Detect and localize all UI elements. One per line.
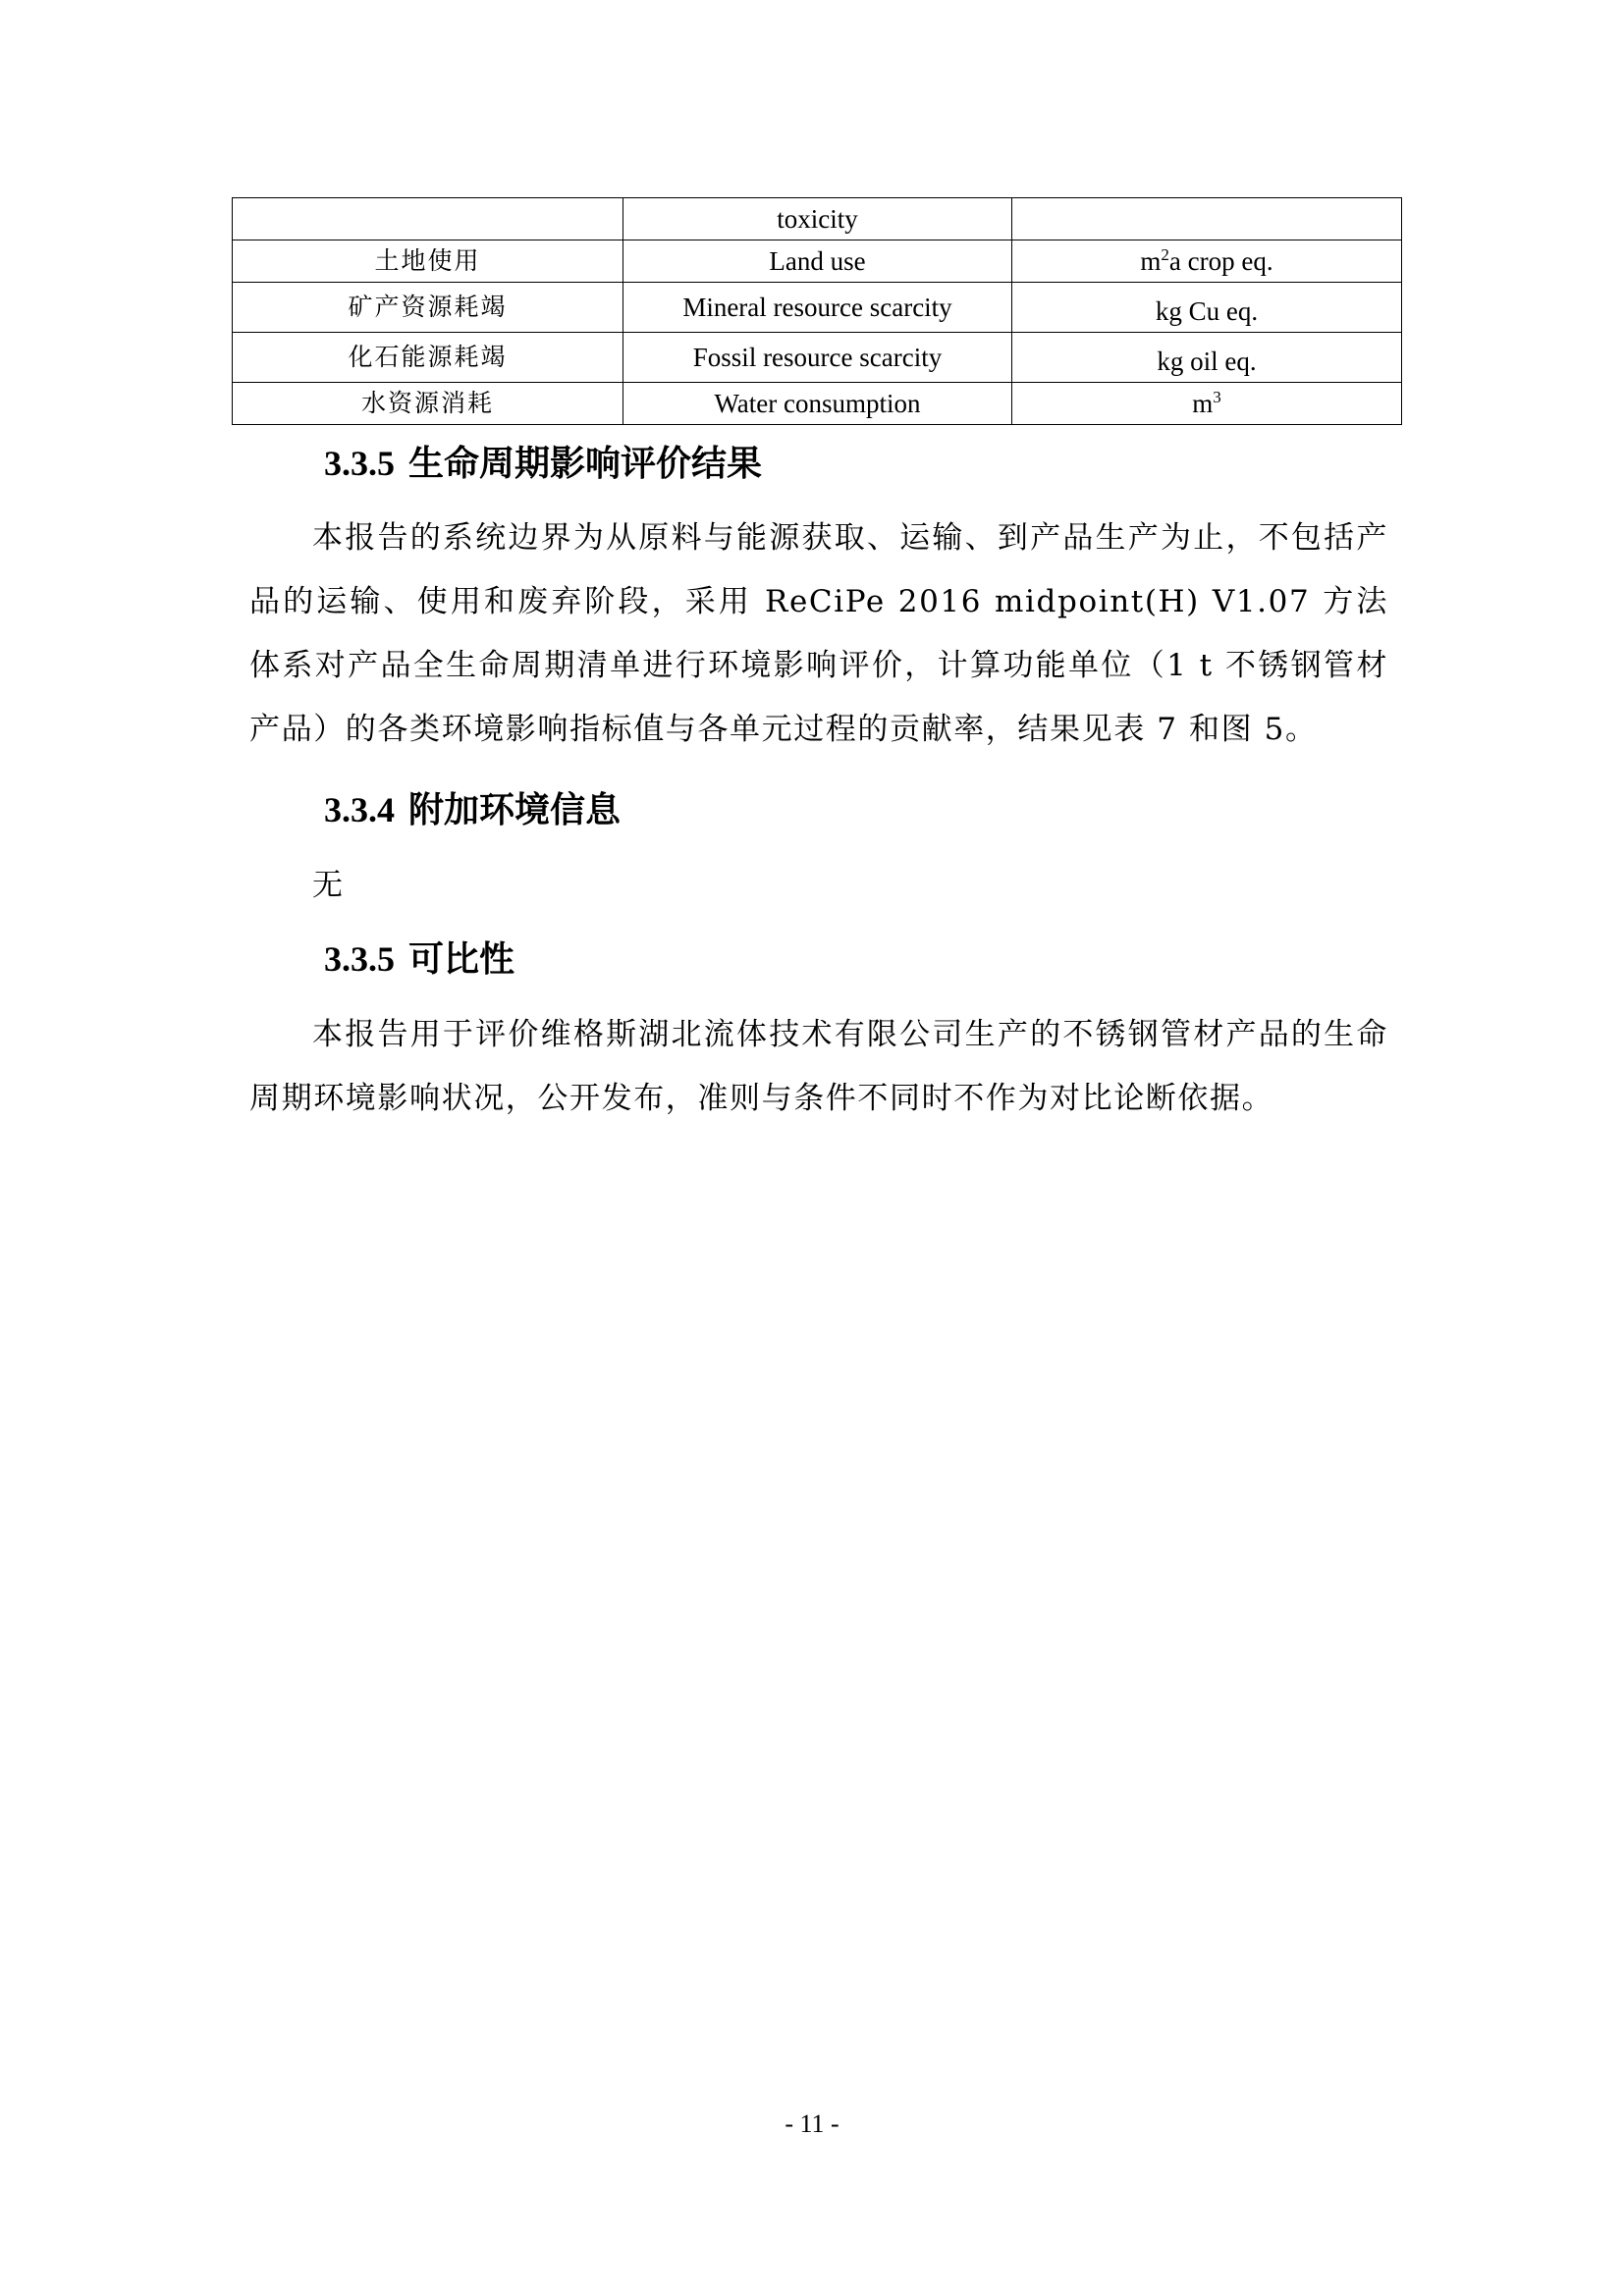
section-body-comparability: 本报告用于评价维格斯湖北流体技术有限公司生产的不锈钢管材产品的生命周期环境影响状况，公开发布，准则与条件不同时不作为对比论断依据。 — [249, 1017, 1388, 1116]
category-en-cell: toxicity — [623, 198, 1012, 240]
category-cn-cell: 化石能源耗竭 — [233, 333, 623, 383]
table-row — [233, 283, 1402, 333]
section-body-additional: 无 — [312, 868, 343, 903]
unit-cell: $m^2a$ crop eq. — [1012, 240, 1402, 283]
category-cn-cell — [233, 198, 623, 240]
impact-category-table — [232, 197, 1402, 425]
unit-cell: $m^3$ — [1012, 383, 1402, 425]
category-en-cell: Land use — [623, 240, 1012, 283]
section-number: 3.3.4 — [324, 790, 395, 829]
table-row — [233, 333, 1402, 383]
section-heading-results — [324, 439, 762, 488]
category-cn-cell: 矿产资源耗竭 — [233, 283, 623, 333]
unit-cell: kg Cu eq. — [1012, 283, 1402, 333]
table-row — [233, 240, 1402, 283]
category-cn-cell: 水资源消耗 — [233, 383, 623, 425]
unit-cell — [1012, 198, 1402, 240]
section-heading-additional — [324, 785, 621, 834]
section-number: 3.3.5 — [324, 939, 395, 979]
section-number: 3.3.5 — [324, 444, 395, 483]
section-title: 附加环境信息 — [408, 789, 622, 830]
page-number: - 11 - — [785, 2109, 839, 2138]
section-title: 可比性 — [408, 938, 515, 980]
table-row — [233, 383, 1402, 425]
category-cn-cell: 土地使用 — [233, 240, 623, 283]
unit-cell: kg oil eq. — [1012, 333, 1402, 383]
table-row — [233, 198, 1402, 240]
section-heading-comparability — [324, 934, 514, 984]
category-en-cell: Fossil resource scarcity — [623, 333, 1012, 383]
section-title: 生命周期影响评价结果 — [408, 443, 763, 484]
category-en-cell: Water consumption — [623, 383, 1012, 425]
section-body-results: 本报告的系统边界为从原料与能源获取、运输、到产品生产为止，不包括产品的运输、使用和废弃阶段，采用 ReCiPe 2016 midpoint(H) V1.07 方法体系对产品全生命周期清单进行环境影响评价，计算功能单位（1 t 不锈钢管材产品）的各类环境影响指标值与各单元过程的贡献率，结果见表 7 和图 5。 — [249, 520, 1388, 747]
category-en-cell: Mineral resource scarcity — [623, 283, 1012, 333]
